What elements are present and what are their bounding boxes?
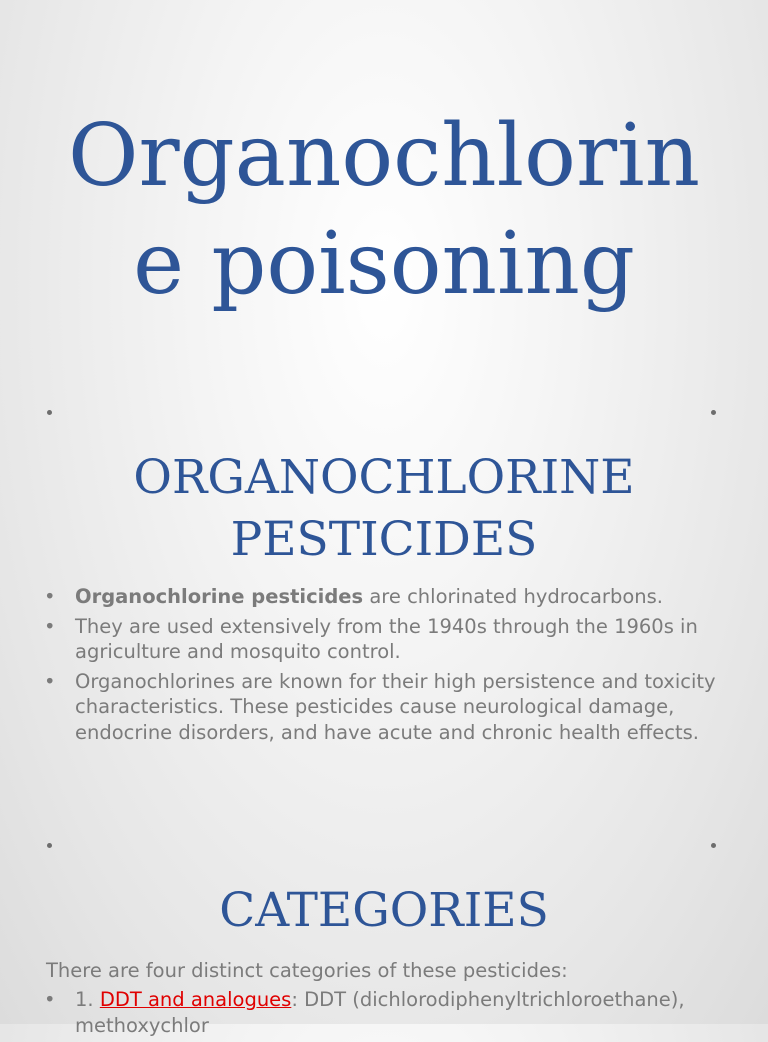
separator-dot-right bbox=[711, 410, 716, 415]
slide-2-title-line-1: ORGANOCHLORINE bbox=[133, 450, 635, 505]
slide-1-title-line-1: Organochlorin bbox=[68, 106, 700, 206]
separator-dot-right bbox=[711, 843, 716, 848]
slide-2-title-line-2: PESTICIDES bbox=[230, 512, 538, 567]
list-item bbox=[44, 614, 734, 665]
list-item bbox=[44, 669, 734, 746]
slide-1-title-line-2: e poisoning bbox=[133, 214, 635, 314]
bullet-text: are chlorinated hydrocarbons. bbox=[363, 585, 663, 608]
slide-1-title bbox=[0, 102, 768, 318]
item-text: : DDT (dichlorodiphenyltrichloroethane), methoxychlor bbox=[75, 988, 685, 1037]
bullet-bold-text: Organochlorine pesticides bbox=[75, 585, 364, 608]
slide-2-title bbox=[0, 447, 768, 571]
bullet-text: Organochlorines are known for their high persistence and toxicity characteristics. These pesticides cause neurological damage, endocrine disorders, and have acute and chronic health effects. bbox=[75, 669, 716, 744]
slide-3-intro: There are four distinct categories of these pesticides: bbox=[46, 959, 568, 982]
separator-dot-left bbox=[47, 843, 52, 848]
list-item bbox=[44, 987, 734, 1038]
list-item bbox=[44, 584, 734, 610]
bullet-marker: • bbox=[44, 614, 56, 638]
ddt-analogues-link[interactable]: DDT and analogues bbox=[99, 988, 292, 1011]
slide-3-bullet-list bbox=[44, 987, 734, 1042]
slide-2-bullet-list bbox=[44, 584, 734, 749]
slide-3-title: CATEGORIES bbox=[219, 883, 549, 938]
item-prefix: 1. bbox=[75, 988, 100, 1011]
bullet-marker: • bbox=[44, 669, 56, 693]
separator-dot-left bbox=[47, 410, 52, 415]
bullet-text: They are used extensively from the 1940s through the 1960s in agriculture and mosquito control. bbox=[75, 614, 698, 663]
bullet-marker: • bbox=[44, 988, 56, 1011]
bullet-marker: • bbox=[44, 585, 56, 608]
